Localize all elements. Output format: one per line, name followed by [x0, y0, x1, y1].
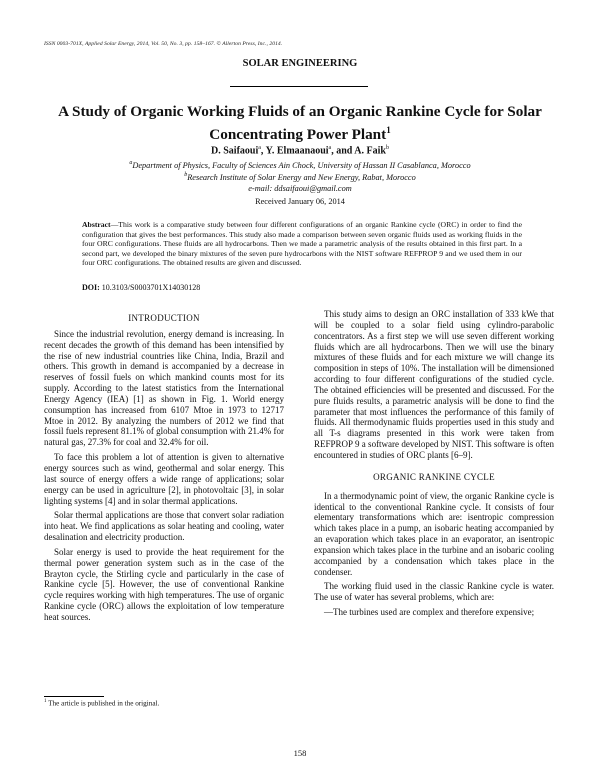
paragraph: Solar thermal applications are those that convert solar radiation into heat. We find applications as solar heating and cooling, water desalination and electricity production. [44, 510, 284, 543]
title-footnote-mark: 1 [386, 125, 391, 135]
affiliation-a [40, 160, 560, 170]
author-affil-mark: a [328, 145, 332, 151]
received-date: Received January 06, 2014 [255, 197, 345, 206]
paragraph: The working fluid used in the classic Rankine cycle is water. The use of water has several problems, which are: [314, 581, 554, 603]
footnote [44, 699, 159, 707]
paragraph: —The turbines used are complex and therefore expensive; [324, 607, 535, 618]
abstract-label: Abstract [82, 220, 111, 229]
affiliation-mark: b [184, 172, 188, 178]
doi-value[interactable]: 10.3103/S0003701X14030128 [101, 283, 201, 292]
author-affil-mark: b [385, 145, 389, 151]
journal-citation-header: ISSN 0003-701X, Applied Solar Energy, 2014, Vol. 50, No. 3, pp. 158–167. © Allerton Press, Inc., 2014. [44, 41, 283, 47]
section-heading-orc: ORGANIC RANKINE CYCLE [373, 471, 495, 482]
section-label: SOLAR ENGINEERING [242, 58, 358, 69]
paragraph: This study aims to design an ORC installation of 333 kWe that will be coupled to a solar field using cylindro-parabolic concentrators. As a first step we will use seven different working fluids which are all hydrocarbons. Then we will use the binary mixtures of these fluids and for each mixture we will change its composition in steps of 10%. The installation will be dimensioned according to four different configurations of the studied cycle. The obtained efficiencies will be presented and discussed. For the pure fluids results, a parametric analysis will be done to find the parameter that most influences the performance of this family of fluids. All thermodynamic fluids properties used in this study and all T-s diagrams presented in this work were taken from REFPROP 9 a software developed by NIST. This software is often encountered in studies of ORC plants [6–9]. [314, 309, 554, 460]
section-heading-introduction: INTRODUCTION [128, 313, 200, 323]
abstract [82, 220, 522, 268]
doi [82, 283, 200, 292]
author-name: A. Faik [354, 145, 386, 157]
email[interactable]: e-mail: ddsaifaoui@gmail.com [248, 184, 352, 193]
paragraph: In a thermodynamic point of view, the organic Rankine cycle is identical to the conventional Rankine cycle. It consists of four elementary transformations which are: isentropic compression which takes place in a pump, an isobaric heating accompanied by an evaporation which takes place in an evaporator, an isentropic expansion which takes place in the turbine and an isobaric cooling accompanied by a condensation which takes place in the condenser. [314, 490, 554, 577]
paragraph: Since the industrial revolution, energy demand is increasing. In recent decades the growth of this demand has been intensified by the rise of new industrial countries like China, India, Brazil and others. This growth in demand is accompanied by a decrease in reserves of fossil fuels on which mankind counts most for its supply. According to the latest statistics from the International Energy Agency (IEA) [1] as shown in Fig. 1. World energy consumption has increased from 6107 Mtoe in 1973 to 12717 Mtoe in 2012. By analyzing the numbers of 2012 we find that fossil fuels represent 81.1% of global consumption with 21.4% for natural gas, 27.3% for coal and 32.4% for oil. [44, 328, 284, 448]
affiliation-text: Research Institute of Solar Energy and New Energy, Rabat, Morocco [187, 172, 416, 182]
footnote-mark: 1 [44, 699, 47, 704]
page-number: 158 [293, 748, 307, 758]
author-affil-mark: a [258, 145, 261, 151]
author-separator: , and [331, 145, 355, 157]
author-name: D. Saifaoui [211, 145, 259, 157]
author-name: Y. Elmaanaoui [265, 145, 329, 157]
paragraph: Solar energy is used to provide the heat requirement for the thermal power generation system such as in the case of the Brayton cycle, the Stirling cycle and particularly in the case of Rankine cycle [5]. However, the use of conventional Rankine cycle requires working with high temperatures. The use of organic Rankine cycle (ORC) allows the exploitation of low temperature heat sources. [44, 546, 284, 622]
paper-title [30, 102, 570, 144]
affiliation-b [40, 172, 560, 182]
right-column [314, 309, 554, 622]
doi-label: DOI: [82, 283, 100, 292]
paper-title-text: A Study of Organic Working Fluids of an Organic Rankine Cycle for Solar Concentrating Power Plant [58, 103, 542, 144]
footnote-rule [44, 696, 104, 697]
author-list [40, 145, 560, 156]
affiliation-mark: a [129, 160, 133, 166]
left-column [44, 313, 284, 627]
paragraph: To face this problem a lot of attention is given to alternative energy sources such as wind, geothermal and solar energy. This last source of energy offers a wide range of applications; solar energy can be used in agriculture [2], in photovoltaic [3], in solar lighting systems [4] and in solar thermal applications. [44, 452, 284, 506]
abstract-text: —This work is a comparative study between four different configurations of an organic Rankine cycle (ORC) in order to find the configuration that gives the best performances. This study also made a comparison between seven organic fluids used as working fluids in the four ORC configurations. These fluids are all hydrocarbons. Then we made a parametric analysis of the results obtained in this first part. In a second part, we developed the binary mixtures of the seven pure hydrocarbons with the NIST software REFPROP 9 and we used them in our four ORC configurations. The obtained results are given and discussed. [82, 220, 522, 268]
author-separator: , [260, 145, 266, 157]
footnote-text: The article is published in the original. [48, 699, 160, 708]
section-rule [230, 86, 368, 87]
affiliation-text: Department of Physics, Faculty of Sciences Ain Chock, University of Hassan II Casablanca, Morocco [132, 160, 471, 170]
